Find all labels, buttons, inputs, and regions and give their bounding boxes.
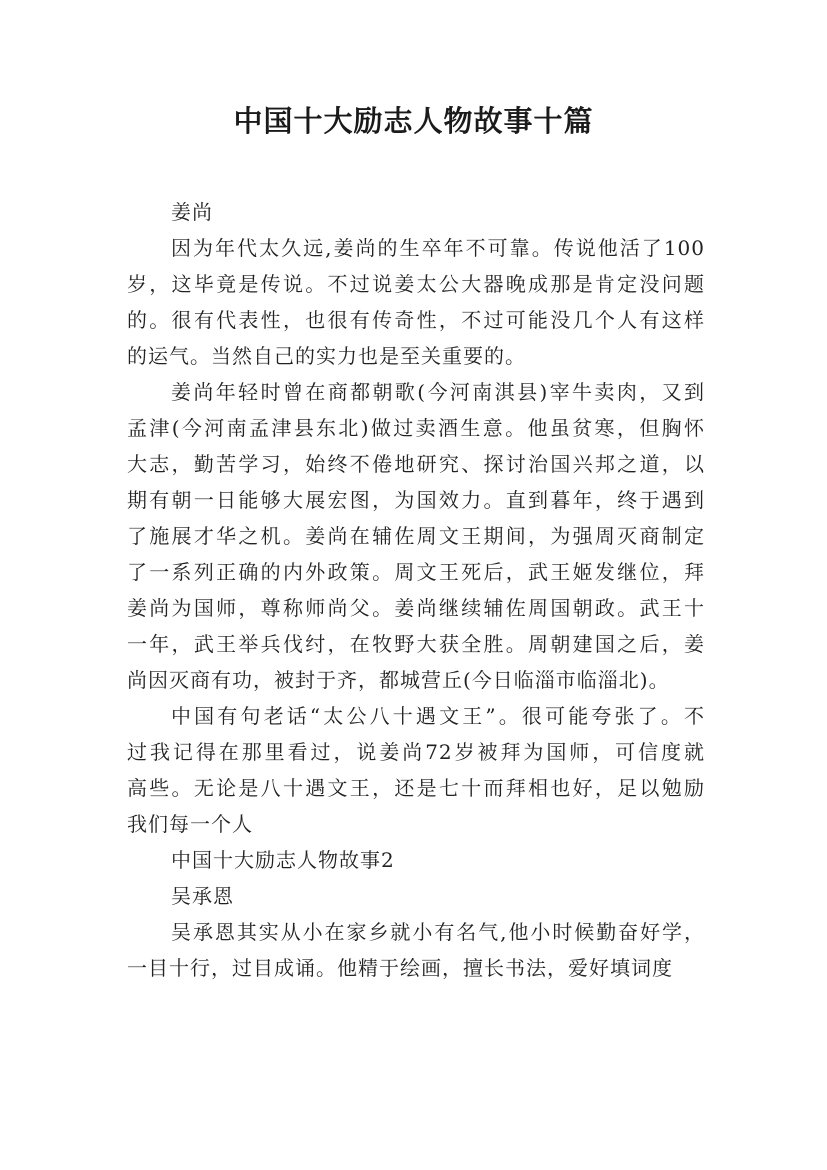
paragraph <box>127 230 705 374</box>
text-line: 尚因灭商有功，被封于齐，都城营丘(今日临淄市临淄北)。 <box>127 668 670 692</box>
document-title: 中国十大励志人物故事十篇 <box>233 104 594 138</box>
paragraph <box>127 374 705 698</box>
text-line: 一目十行，过目成诵。他精于绘画，擅长书法，爱好填词度 <box>127 956 673 980</box>
text-line: 的。很有代表性，也很有传奇性，不过可能没几个人有这样 <box>127 308 705 332</box>
section-heading <box>127 878 705 914</box>
paragraph <box>127 698 705 842</box>
text-line: 中国十大励志人物故事2 <box>171 848 395 872</box>
text-line: 大志，勤苦学习，始终不倦地研究、探讨治国兴邦之道，以 <box>127 452 705 476</box>
text-line: 吴承恩其实从小在家乡就小有名气,他小时候勤奋好学， <box>171 920 705 944</box>
text-line: 过我记得在那里看过，说姜尚72岁被拜为国师，可信度就 <box>127 740 705 764</box>
text-line: 姜尚 <box>171 200 213 224</box>
text-line: 因为年代太久远,姜尚的生卒年不可靠。传说他活了100 <box>171 236 705 260</box>
text-line: 我们每一个人 <box>127 812 253 836</box>
text-line: 孟津(今河南孟津县东北)做过卖酒生意。他虽贫寒，但胸怀 <box>127 416 705 440</box>
text-line: 岁，这毕竟是传说。不过说姜太公大器晚成那是肯定没问题 <box>127 272 705 296</box>
text-line: 高些。无论是八十遇文王，还是七十而拜相也好，足以勉励 <box>127 776 705 800</box>
text-line: 吴承恩 <box>171 884 234 908</box>
document-body <box>127 194 705 986</box>
text-line: 了一系列正确的内外政策。周文王死后，武王姬发继位，拜 <box>127 560 705 584</box>
section-heading <box>127 842 705 878</box>
text-line: 的运气。当然自己的实力也是至关重要的。 <box>127 344 526 368</box>
text-line: 中国有句老话“太公八十遇文王”。很可能夸张了。不 <box>171 704 705 728</box>
text-line: 期有朝一日能够大展宏图，为国效力。直到暮年，终于遇到 <box>127 488 705 512</box>
text-line: 了施展才华之机。姜尚在辅佐周文王期间，为强周灭商制定 <box>127 524 705 548</box>
text-line: 姜尚年轻时曾在商都朝歌(今河南淇县)宰牛卖肉，又到 <box>171 380 705 404</box>
paragraph <box>127 914 705 986</box>
text-line: 姜尚为国师，尊称师尚父。姜尚继续辅佐周国朝政。武王十 <box>127 596 705 620</box>
text-line: 一年，武王举兵伐纣，在牧野大获全胜。周朝建国之后，姜 <box>127 632 705 656</box>
section-heading <box>127 194 705 230</box>
